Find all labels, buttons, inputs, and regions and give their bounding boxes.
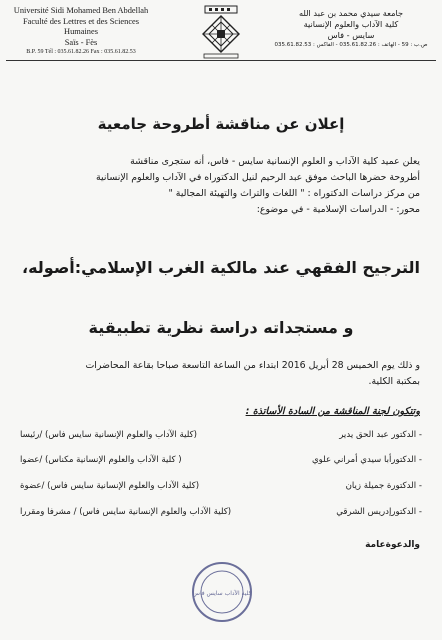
location-ar: سايس - فاس <box>327 30 375 40</box>
official-stamp-icon <box>190 560 254 624</box>
committee-member-name: - الدكتورإدريس الشرقي <box>336 507 422 517</box>
committee-member-role: (كلية الآداب والعلوم الإنسانية سايس فاس) /عضوة <box>20 481 200 491</box>
faculty-name-fr: Faculté des Lettres et des Sciences Humaines <box>22 16 140 36</box>
committee-member-name: - الدكتورة جميلة زيان <box>345 481 422 491</box>
committee-heading: وتتكون لجنة المناقشة من السادة الأساتذة : <box>245 406 420 417</box>
thesis-title-line-2: و مستجداته دراسة نظرية تطبيقية <box>88 318 354 337</box>
thesis-title-line-1: الترجيح الفقهي عند مالكية الغرب الإسلامي:أصوله، <box>22 258 420 277</box>
university-name-ar: جامعة سيدي محمد بن عبد الله <box>298 8 404 18</box>
schedule-paragraph <box>20 358 420 390</box>
university-name-fr: Université Sidi Mohamed Ben Abdellah <box>13 6 149 15</box>
intro-line-4: محور: - الدراسات الإسلامية - في موضوع: <box>256 204 420 215</box>
header-divider <box>6 60 436 61</box>
closing-note: والدعوةعامة <box>365 540 420 550</box>
committee-member-role: (كلية الآداب والعلوم الإنسانية سايس فاس) /رئيسا <box>20 430 197 440</box>
committee-member-role: (كلية الآداب والعلوم الإنسانية سايس فاس) / مشرفا ومقررا <box>20 507 232 517</box>
intro-line-3: من مركز دراسات الدكتوراه : " اللغات والتراث والتهيئة المجالية " <box>168 188 420 199</box>
committee-member-role: ( كلية الآداب والعلوم الإنسانية مكناس) /عضوا <box>20 455 182 465</box>
contact-fr: B.P. 59 Tél : 035.61.82.26 Fax : 035.61.82.53 <box>26 49 136 55</box>
committee-row <box>20 481 422 497</box>
stamp-text: كلية الآداب سايس فاس <box>192 590 252 597</box>
university-logo-icon <box>196 4 246 60</box>
header-french <box>6 6 156 57</box>
committee-member-name: - الدكتورأبا سيدي أمراني علوي <box>311 455 422 465</box>
announcement-title: إعلان عن مناقشة أطروحة جامعية <box>97 115 345 133</box>
header-arabic <box>266 8 436 50</box>
schedule-line-2: بمكتبة الكلية. <box>368 376 420 387</box>
committee-row <box>20 430 422 446</box>
faculty-name-ar: كلية الآداب والعلوم الإنسانية <box>303 19 399 29</box>
location-fr: Saïs - Fès <box>64 37 98 47</box>
committee-row <box>20 507 422 523</box>
committee-member-name: - الدكتور عبد الحق يدير <box>339 430 422 440</box>
intro-line-2: أطروحة حضرها الباحث موفق عبد الرحيم لنيل الدكتوراه في الآداب والعلوم الإنسانية <box>96 172 420 183</box>
intro-line-1: يعلن عميد كلية الآداب و العلوم الإنسانية سايس - فاس، أنه ستجرى مناقشة <box>130 156 420 167</box>
committee-row <box>20 455 422 471</box>
contact-ar: ص.ب : 59 - الهاتف : 035.61.82.26 - الفاكس : 035.61.82.53 <box>274 42 428 48</box>
schedule-line-1: و ذلك يوم الخميس 28 أبريل 2016 ابتداء من الساعة التاسعة صباحا بقاعة المحاضرات <box>85 360 420 371</box>
intro-paragraph <box>20 154 420 218</box>
